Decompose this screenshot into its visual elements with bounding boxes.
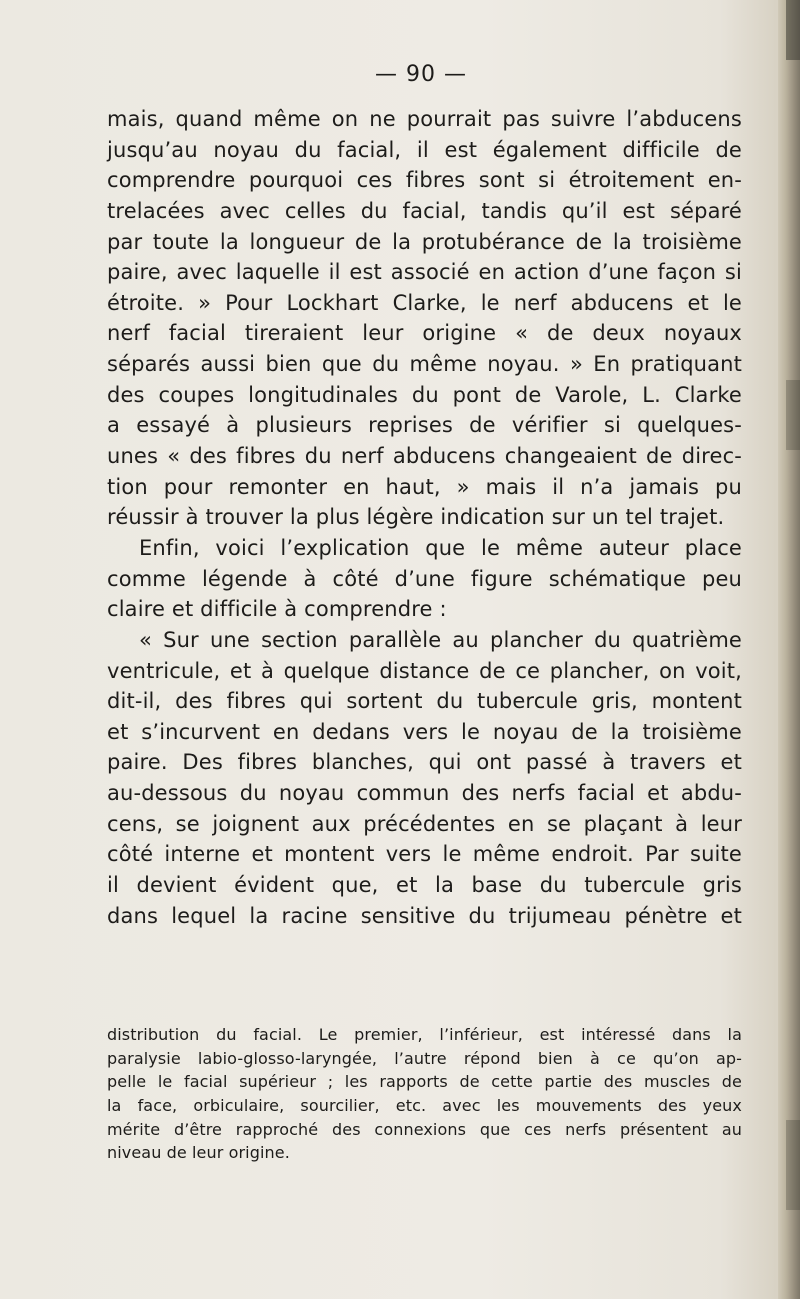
body-line: des coupes longitudinales du pont de Varole, L. Clarke: [107, 382, 742, 407]
body-line: jusqu’au noyau du facial, il est également difficile de: [107, 137, 742, 162]
body-line: et s’incurvent en dedans vers le noyau de la troisième: [107, 719, 742, 744]
body-line: réussir à trouver la plus légère indication sur un tel trajet.: [107, 505, 725, 530]
body-line: tion pour remonter en haut, » mais il n’a jamais pu: [107, 474, 742, 499]
body-line: unes « des fibres du nerf abducens changeaient de direc-: [107, 444, 742, 469]
body-line: « Sur une section parallèle au plancher du quatrième: [139, 627, 742, 652]
footnote-line: distribution du facial. Le premier, l’inférieur, est intéressé dans la: [107, 1025, 742, 1044]
body-line: mais, quand même on ne pourrait pas suivre l’abducens: [107, 107, 742, 131]
body-line: ventricule, et à quelque distance de ce plancher, on voit,: [107, 658, 742, 683]
body-line: séparés aussi bien que du même noyau. » En pratiquant: [107, 352, 742, 377]
body-line: il devient évident que, et la base du tubercule gris: [107, 873, 742, 898]
footnote-line: niveau de leur origine.: [107, 1143, 290, 1163]
footnote: [107, 1023, 742, 1165]
body-line: a essayé à plusieurs reprises de vérifier si quelques-: [107, 413, 742, 438]
body-line: au-dessous du noyau commun des nerfs facial et abdu-: [107, 781, 742, 806]
footnote-line: paralysie labio-glosso-laryngée, l’autre répond bien à ce qu’on ap-: [107, 1048, 742, 1068]
page-edge-mark: [786, 380, 800, 450]
footnote-line: pelle le facial supérieur ; les rapports de cette partie des muscles de: [107, 1072, 742, 1092]
body-line: paire, avec laquelle il est associé en action d’une façon si: [107, 260, 742, 285]
body-line: comme légende à côté d’une figure schématique peu: [107, 566, 742, 591]
body-line: claire et difficile à comprendre :: [107, 597, 447, 622]
page-number: — 90 —: [375, 62, 467, 87]
body-line: dit-il, des fibres qui sortent du tubercule gris, montent: [107, 689, 742, 714]
body-line: côté interne et montent vers le même endroit. Par suite: [107, 842, 742, 867]
body-line: paire. Des fibres blanches, qui ont passé à travers et: [107, 750, 742, 775]
body-line: dans lequel la racine sensitive du trijumeau pénètre et: [107, 903, 742, 928]
page-edge-mark: [786, 0, 800, 60]
body-line: comprendre pourquoi ces fibres sont si étroitement en-: [107, 168, 742, 193]
body-line: étroite. » Pour Lockhart Clarke, le nerf abducens et le: [107, 290, 742, 315]
page-edge-mark: [786, 1120, 800, 1210]
body-line: nerf facial tireraient leur origine « de deux noyaux: [107, 321, 742, 346]
body-text: [107, 104, 742, 931]
footnote-line: mérite d’être rapproché des connexions que ces nerfs présentent au: [107, 1119, 742, 1139]
body-line: cens, se joignent aux précédentes en se plaçant à leur: [107, 811, 742, 836]
body-line: trelacées avec celles du facial, tandis qu’il est séparé: [107, 198, 742, 223]
page-edge-shadow: [778, 0, 800, 1299]
body-line: Enfin, voici l’explication que le même auteur place: [139, 535, 742, 560]
body-line: par toute la longueur de la protubérance de la troisième: [107, 229, 742, 254]
footnote-line: la face, orbiculaire, sourcilier, etc. avec les mouvements des yeux: [107, 1096, 742, 1116]
